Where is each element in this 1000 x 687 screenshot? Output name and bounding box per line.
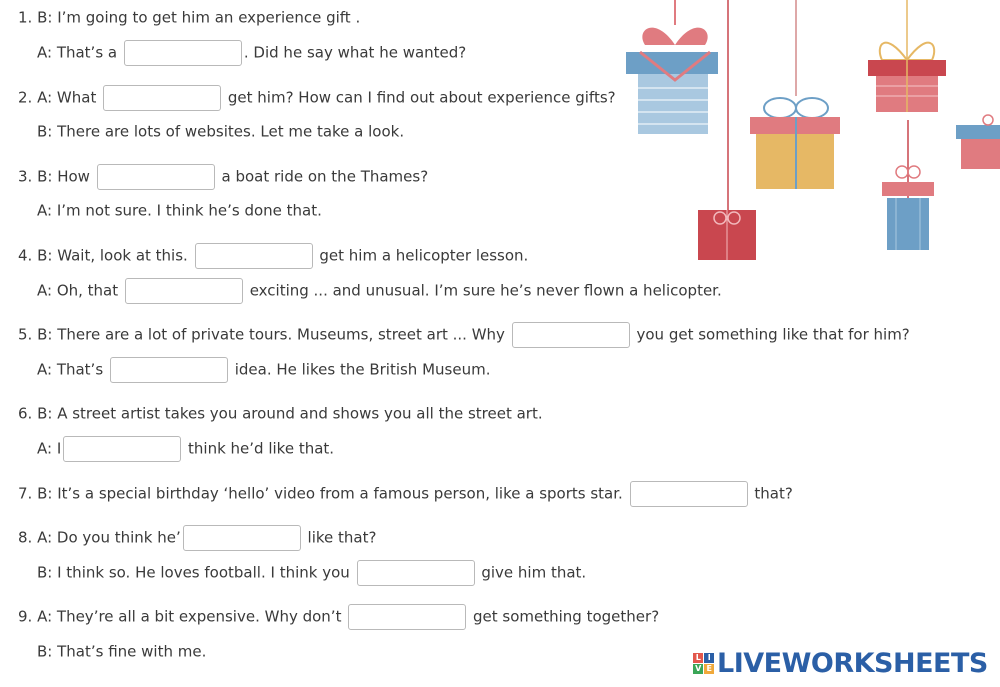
gift-icon <box>882 120 934 250</box>
question-3-line-a: A: I’m not sure. I think he’s done that. <box>37 201 322 220</box>
gift-icon <box>956 115 1000 169</box>
question-7-line-b: 7. B: It’s a special birthday ‘hello’ video from a famous person, like a sports star. that? <box>18 478 793 508</box>
question-6-line-b: 6. B: A street artist takes you around and shows you all the street art. <box>18 404 543 423</box>
answer-input-12[interactable] <box>348 604 466 630</box>
answer-input-2[interactable] <box>103 85 221 111</box>
question-5-line-b: 5. B: There are a lot of private tours. Museums, street art ... Why you get something like that for him? <box>18 319 910 349</box>
logo-text: LIVEWORKSHEETS <box>717 647 988 679</box>
question-3-line-b: 3. B: How a boat ride on the Thames? <box>18 161 428 191</box>
answer-input-9[interactable] <box>630 481 748 507</box>
logo-mark-icon: L I V E <box>693 653 714 674</box>
answer-input-6[interactable] <box>512 322 630 348</box>
answer-input-7[interactable] <box>110 357 228 383</box>
question-9-line-a: 9. A: They’re all a bit expensive. Why don’t get something together? <box>18 601 659 631</box>
liveworksheets-logo[interactable] <box>693 647 988 679</box>
answer-input-3[interactable] <box>97 164 215 190</box>
answer-input-1[interactable] <box>124 40 242 66</box>
question-8-line-b: B: I think so. He loves football. I think you give him that. <box>37 557 586 587</box>
question-6-line-a: A: I think he’d like that. <box>37 433 334 463</box>
gift-icon <box>626 0 718 134</box>
question-2-line-a: 2. A: What get him? How can I find out about experience gifts? <box>18 82 616 112</box>
answer-input-11[interactable] <box>357 560 475 586</box>
question-5-line-a: A: That’s idea. He likes the British Museum. <box>37 354 490 384</box>
gift-icon <box>868 0 946 112</box>
question-8-line-a: 8. A: Do you think he’ like that? <box>18 522 376 552</box>
question-2-line-b: B: There are lots of websites. Let me take a look. <box>37 122 405 141</box>
hanging-gifts-illustration <box>620 0 1000 265</box>
answer-input-4[interactable] <box>195 243 313 269</box>
gift-icon <box>750 0 840 189</box>
answer-input-5[interactable] <box>125 278 243 304</box>
answer-input-10[interactable] <box>183 525 301 551</box>
question-9-line-b: B: That’s fine with me. <box>37 642 207 661</box>
question-1-line-a: A: That’s a . Did he say what he wanted? <box>37 37 466 67</box>
answer-input-8[interactable] <box>63 436 181 462</box>
question-1-line-b: 1. B: I’m going to get him an experience gift . <box>18 8 361 27</box>
question-4-line-a: A: Oh, that exciting ... and unusual. I’m sure he’s never flown a helicopter. <box>37 275 722 305</box>
question-4-line-b: 4. B: Wait, look at this. get him a helicopter lesson. <box>18 240 528 270</box>
